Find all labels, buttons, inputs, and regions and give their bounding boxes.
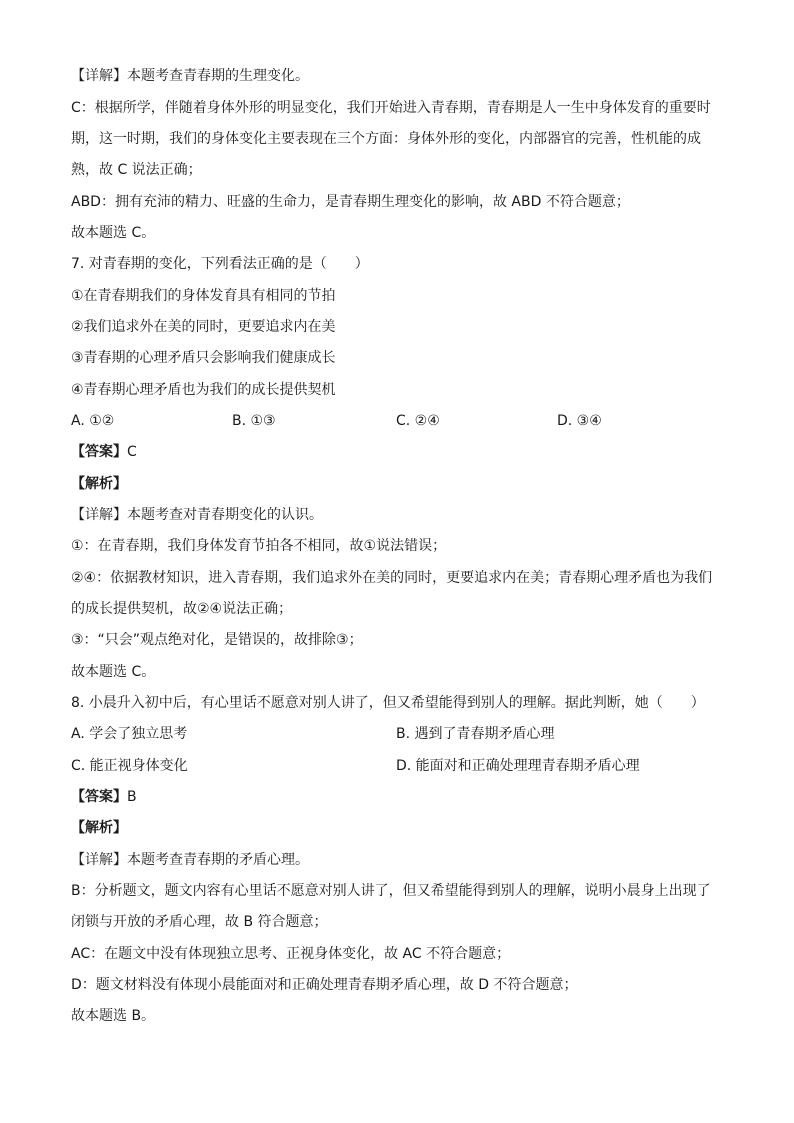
q8-detail-heading: 【详解】本题考查青春期的矛盾心理。: [71, 852, 309, 868]
q7-answer-label: 【答案】: [71, 444, 127, 460]
q8-conclusion: 故本题选 B。: [71, 1008, 156, 1024]
q7-option-a: A. ①②: [71, 413, 115, 429]
q7-statement-3: ③青春期的心理矛盾只会影响我们健康成长: [71, 350, 336, 366]
q6-explanation-abd: ABD：拥有充沛的精力、旺盛的生命力，是青春期生理变化的影响，故 ABD 不符合题意；: [71, 194, 630, 210]
q7-explanation-3: ③：“只会”观点绝对化，是错误的，故排除③；: [71, 632, 363, 648]
q6-explanation-c-line2: 期，这一时期，我们的身体变化主要表现在三个方面：身体外形的变化，内部器官的完善，性机能的成: [71, 131, 701, 147]
q8-analysis-label: 【解析】: [71, 820, 127, 836]
q8-answer-value: B: [127, 789, 137, 805]
q8-option-a: A. 学会了独立思考: [71, 726, 188, 742]
q6-conclusion: 故本题选 C。: [71, 225, 156, 241]
q8-explanation-ac: AC：在题文中没有体现独立思考、正视身体变化，故 AC 不符合题意；: [71, 946, 511, 962]
q7-answer-value: C: [127, 444, 137, 460]
q8-stem: 8. 小晨升入初中后，有心里话不愿意对别人讲了，但又希望能得到别人的理解。据此判断，她（ ）: [71, 695, 705, 711]
q6-explanation-c-line3: 熟，故 C 说法正确；: [71, 162, 202, 178]
q7-analysis-label: 【解析】: [71, 476, 127, 492]
q8-answer-label: 【答案】: [71, 789, 127, 805]
q7-option-c: C. ②④: [396, 413, 440, 429]
q6-detail-heading: 【详解】本题考查青春期的生理变化。: [71, 68, 309, 84]
q7-stem: 7. 对青春期的变化，下列看法正确的是（ ）: [71, 256, 369, 272]
q8-explanation-b-line1: B：分析题文，题文内容有心里话不愿意对别人讲了，但又希望能得到别人的理解，说明小晨身上出现了: [71, 883, 711, 899]
q8-option-d: D. 能面对和正确处理理青春期矛盾心理: [396, 758, 640, 774]
q7-explanation-24-line2: 的成长提供契机，故②④说法正确；: [71, 601, 293, 617]
q8-answer: [71, 787, 137, 807]
q7-answer: [71, 442, 137, 462]
q7-detail-heading: 【详解】本题考查对青春期变化的认识。: [71, 507, 323, 523]
q8-explanation-d: D：题文材料没有体现小晨能面对和正确处理青春期矛盾心理，故 D 不符合题意；: [71, 977, 578, 993]
q7-explanation-24-line1: ②④：依据教材知识，进入青春期，我们追求外在美的同时，更要追求内在美；青春期心理矛盾也为我们: [71, 570, 713, 586]
q7-statement-1: ①在青春期我们的身体发育具有相同的节拍: [71, 288, 336, 304]
q7-statement-2: ②我们追求外在美的同时，更要追求内在美: [71, 319, 336, 335]
q8-option-b: B. 遇到了青春期矛盾心理: [396, 726, 555, 742]
q7-option-d: D. ③④: [557, 413, 602, 429]
q7-conclusion: 故本题选 C。: [71, 664, 156, 680]
q8-explanation-b-line2: 闭锁与开放的矛盾心理，故 B 符合题意；: [71, 914, 328, 930]
q6-explanation-c-line1: C：根据所学，伴随着身体外形的明显变化，我们开始进入青春期，青春期是人一生中身体发育的重要时: [71, 100, 711, 116]
q8-option-c: C. 能正视身体变化: [71, 758, 188, 774]
q7-statement-4: ④青春期心理矛盾也为我们的成长提供契机: [71, 382, 336, 398]
q7-explanation-1: ①：在青春期，我们身体发育节拍各不相同，故①说法错误；: [71, 538, 447, 554]
q7-option-b: B. ①③: [232, 413, 276, 429]
